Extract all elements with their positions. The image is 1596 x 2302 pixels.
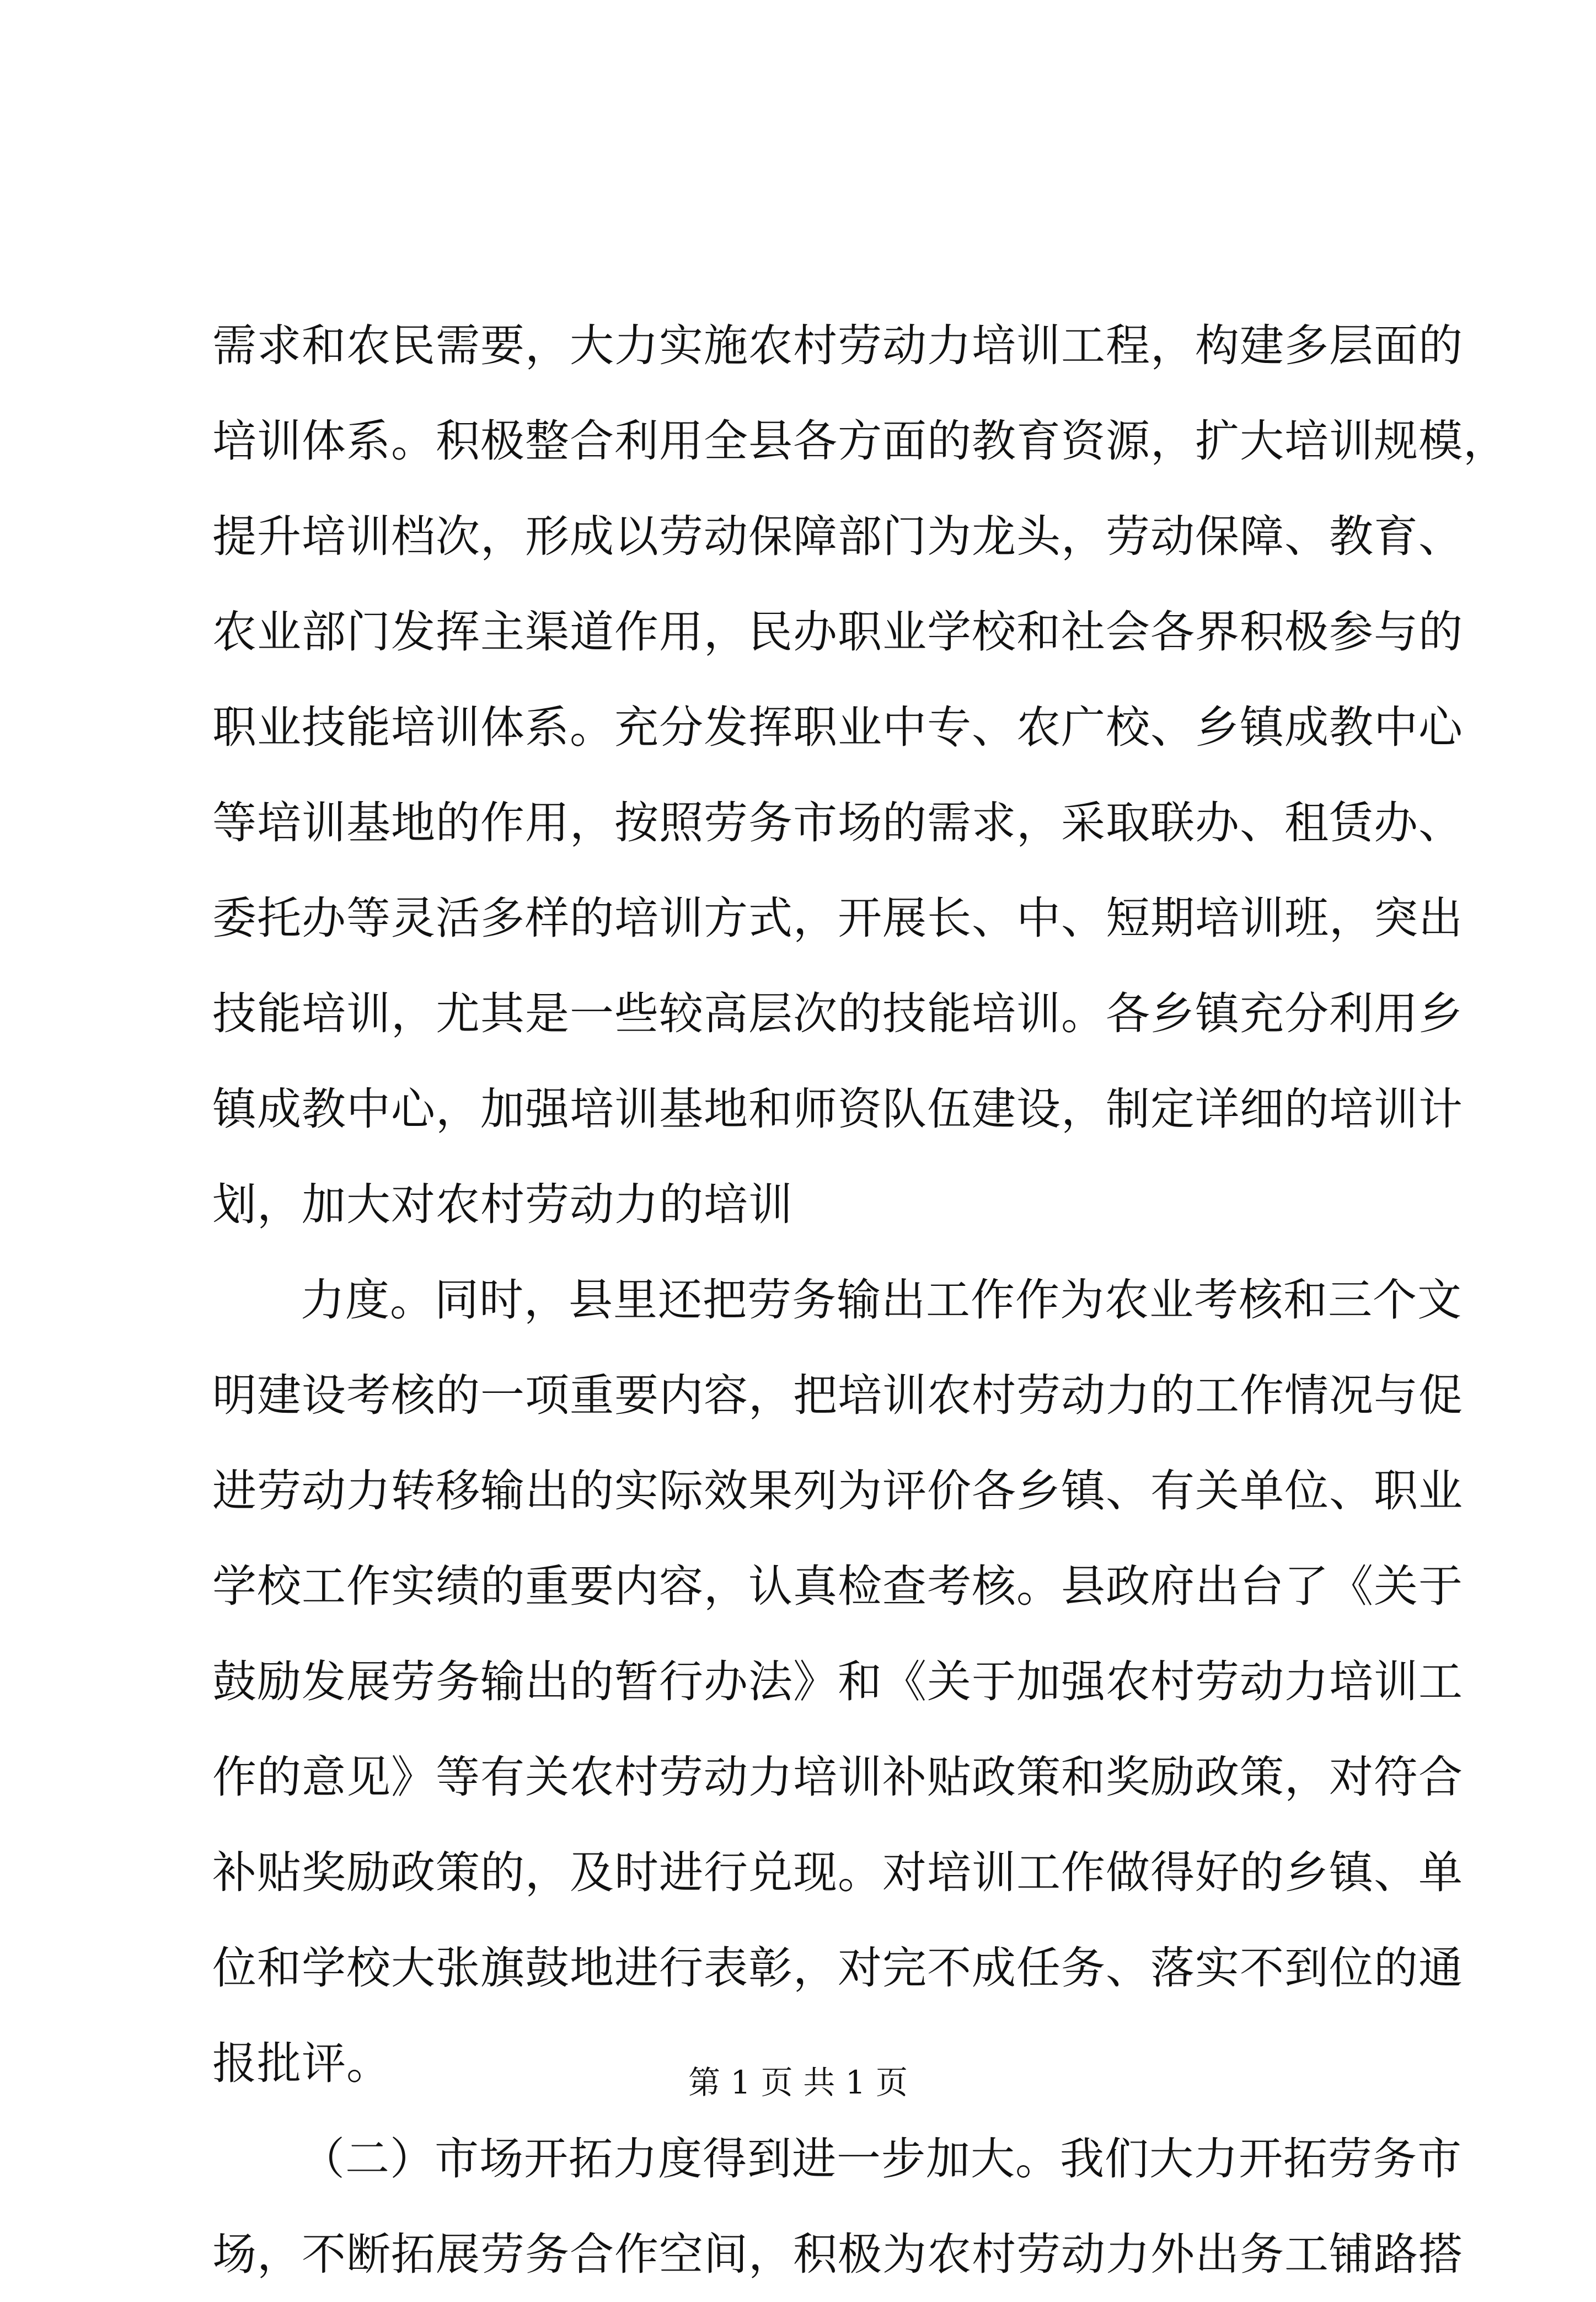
body-line: 划，加大对农村劳动力的培训 [212,1179,793,1230]
body-line: 报批评。 [212,2038,391,2089]
body-line: 镇成教中心，加强培训基地和师资队伍建设，制定详细的培训计 [212,1083,1463,1135]
body-line: 补贴奖励政策的，及时进行兑现。对培训工作做得好的乡镇、单 [212,1847,1463,1898]
body-line: 等培训基地的作用，按照劳务市场的需求，采取联办、租赁办、 [212,797,1463,848]
body-line: 力度。同时，县里还把劳务输出工作作为农业考核和三个文 [301,1274,1462,1326]
body-line: 作的意见》等有关农村劳动力培训补贴政策和奖励政策，对符合 [212,1751,1463,1803]
body-line: 技能培训，尤其是一些较高层次的技能培训。各乡镇充分利用乡 [212,988,1463,1039]
body-line: 学校工作实绩的重要内容，认真检查考核。县政府出台了《关于 [212,1561,1463,1612]
page-number-footer: 第 1 页 共 1 页 [688,2064,908,2101]
body-line: 提升培训档次，形成以劳动保障部门为龙头，劳动保障、教育、 [212,511,1463,562]
body-line: 鼓励发展劳务输出的暂行办法》和《关于加强农村劳动力培训工 [212,1656,1463,1707]
document-body [212,298,1508,2302]
body-line: 需求和农民需要，大力实施农村劳动力培训工程，构建多层面的 [212,320,1463,371]
body-line: 位和学校大张旗鼓地进行表彰，对完不成任务、落实不到位的通 [212,1942,1463,1994]
body-line: 明建设考核的一项重要内容，把培训农村劳动力的工作情况与促 [212,1370,1463,1421]
body-line: 进劳动力转移输出的实际效果列为评价各乡镇、有关单位、职业 [212,1465,1463,1516]
body-line: 场，不断拓展劳务合作空间，积极为农村劳动力外出务工铺路搭 [212,2229,1463,2280]
body-line: （二）市场开拓力度得到进一步加大。我们大力开拓劳务市 [301,2133,1462,2185]
body-line: 农业部门发挥主渠道作用，民办职业学校和社会各界积极参与的 [212,606,1463,658]
body-line: 职业技能培训体系。充分发挥职业中专、农广校、乡镇成教中心 [212,702,1463,753]
body-line: 委托办等灵活多样的培训方式，开展长、中、短期培训班，突出 [212,893,1463,944]
body-line: 培训体系。积极整合利用全县各方面的教育资源，扩大培训规模， [212,415,1508,467]
